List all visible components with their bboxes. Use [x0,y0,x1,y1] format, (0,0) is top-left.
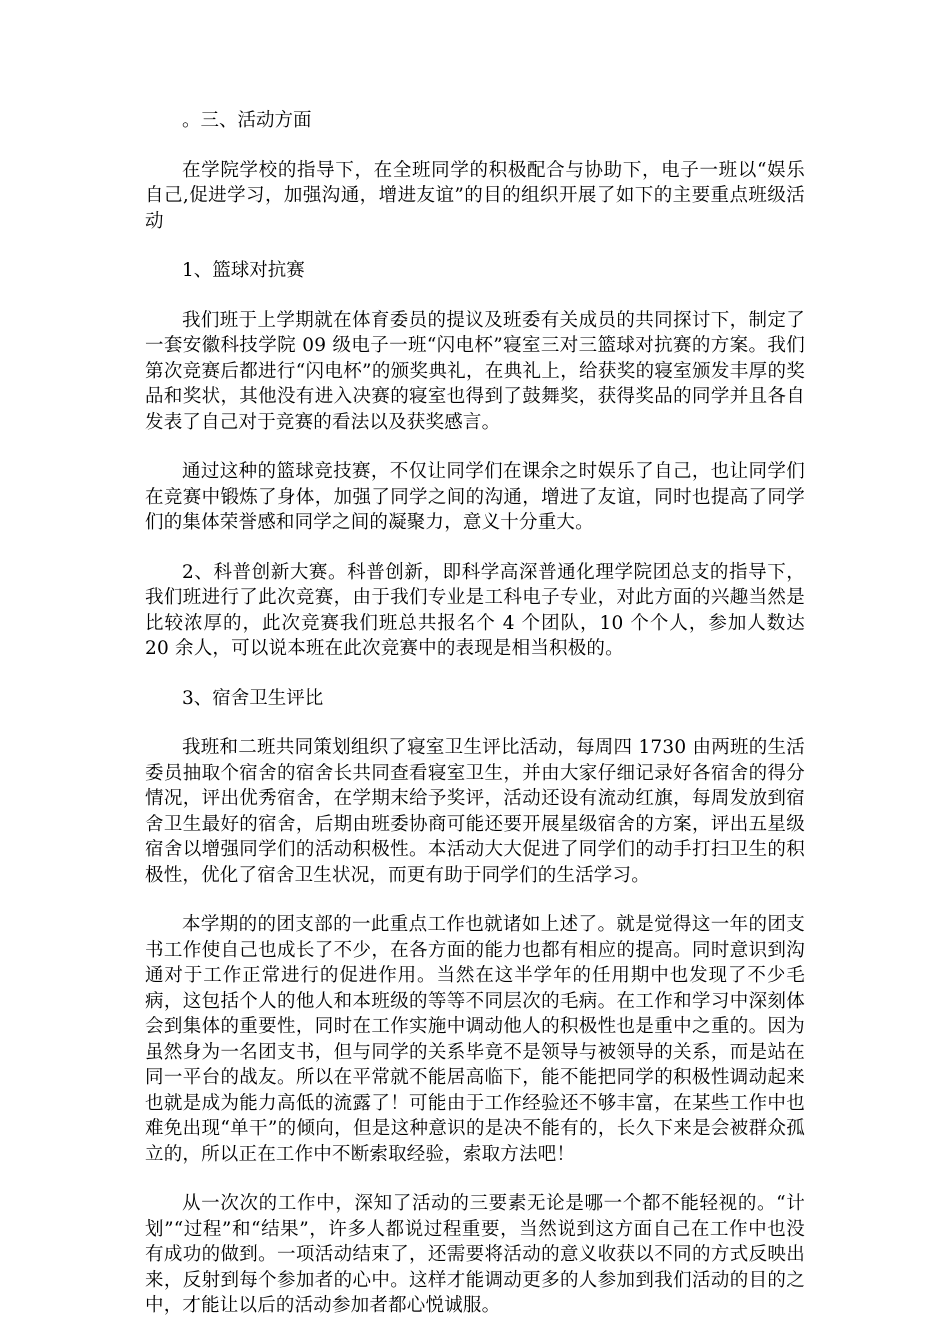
item3-paragraph: 我班和二班共同策划组织了寝室卫生评比活动，每周四 1730 由两班的生活委员抽取个宿舍的宿舍长共同查看寝室卫生，并由大家仔细记录好各宿舍的得分情况，评出优秀宿舍，在学期末给予奖评，活动还设有流动红旗，每周发放到宿舍卫生最好的宿舍，后期由班委协商可能还要开展星级宿舍的方案，评出五星级宿舍以增强同学们的活动积极性。本活动大大促进了同学们的动手打扫卫生的积极性，优化了宿舍卫生状况，而更有助于同学们的生活学习。 [145,737,805,886]
spacer [145,711,805,735]
item3-title: 3、宿舍卫生评比 [182,687,324,709]
document-page [145,108,805,1319]
spacer [145,134,805,158]
item1-title: 1、篮球对抗赛 [182,260,305,281]
spacer [145,284,805,308]
spacer [145,435,805,459]
intro-paragraph: 在学院学校的指导下，在全班同学的积极配合与协助下，电子一班以“娱乐自己,促进学习，加强沟通，增进友谊”的目的组织开展了如下的主要重点班级活动 [145,159,805,232]
item1-paragraph-2: 通过这种的篮球竞技赛，不仅让同学们在课余之时娱乐了自己，也让同学们在竞赛中锻炼了身体，加强了同学之间的沟通，增进了友谊，同时也提高了同学们的集体荣誉感和同学之间的凝聚力，意义十分重大。 [145,461,805,533]
summary-paragraph-1: 本学期的的团支部的一此重点工作也就诸如上述了。就是觉得这一年的团支书工作使自己也成长了不少，在各方面的能力也都有相应的提高。同时意识到沟通对于工作正常进行的促进作用。当然在这半学年的任用期中也发现了不少毛病，这包括个人的他人和本班级的等等不同层次的毛病。在工作和学习中深刻体会到集体的重要性，同时在工作实施中调动他人的积极性也是重中之重的。因为虽然身为一名团支书，但与同学的关系毕竟不是领导与被领导的关系，而是站在同一平台的战友。所以在平常就不能居高临下，能不能把同学的积极性调动起来也就是成为能力高低的流露了！可能由于工作经验还不够丰富，在某些工作中也难免出现“单干”的倾向，但是这种意识的是决不能有的，长久下来是会被群众孤立的，所以正在工作中不断索取经验，索取方法吧！ [145,914,805,1165]
spacer [145,888,805,912]
spacer [145,234,805,258]
item2-paragraph: 2、科普创新大赛。科普创新，即科学高深普通化理学院团总支的指导下，我们班进行了此次竞赛，由于我们专业是工科电子专业，对此方面的兴趣当然是比较浓厚的，此次竞赛我们班总共报名个 4 个团队，10 个个人，参加人数达 20 余人，可以说本班在此次竞赛中的表现是相当积极的。 [145,561,805,659]
spacer [145,662,805,686]
spacer [145,1167,805,1191]
summary-paragraph-2: 从一次次的工作中，深知了活动的三要素无论是哪一个都不能轻视的。“计划”“过程”和“结果”，许多人都说过程重要，当然说到这方面自己在工作中也没有成功的做到。一项活动结束了，还需要将活动的意义收获以不同的方式反映出来，反射到每个参加者的心中。这样才能调动更多的人参加到我们活动的目的之中，才能让以后的活动参加者都心悦诚服。 [145,1193,805,1316]
spacer [145,536,805,560]
section-title: 。三、活动方面 [182,110,312,131]
item1-paragraph-1: 我们班于上学期就在体育委员的提议及班委有关成员的共同探讨下，制定了一套安徽科技学院 09 级电子一班“闪电杯”寝室三对三篮球对抗赛的方案。我们第次竞赛后都进行“闪电杯”的颁奖典礼，在典礼上，给获奖的寝室颁发丰厚的奖品和奖状，其他没有进入决赛的寝室也得到了鼓舞奖，获得奖品的同学并且各自发表了自己对于竞赛的看法以及获奖感言。 [145,309,805,433]
